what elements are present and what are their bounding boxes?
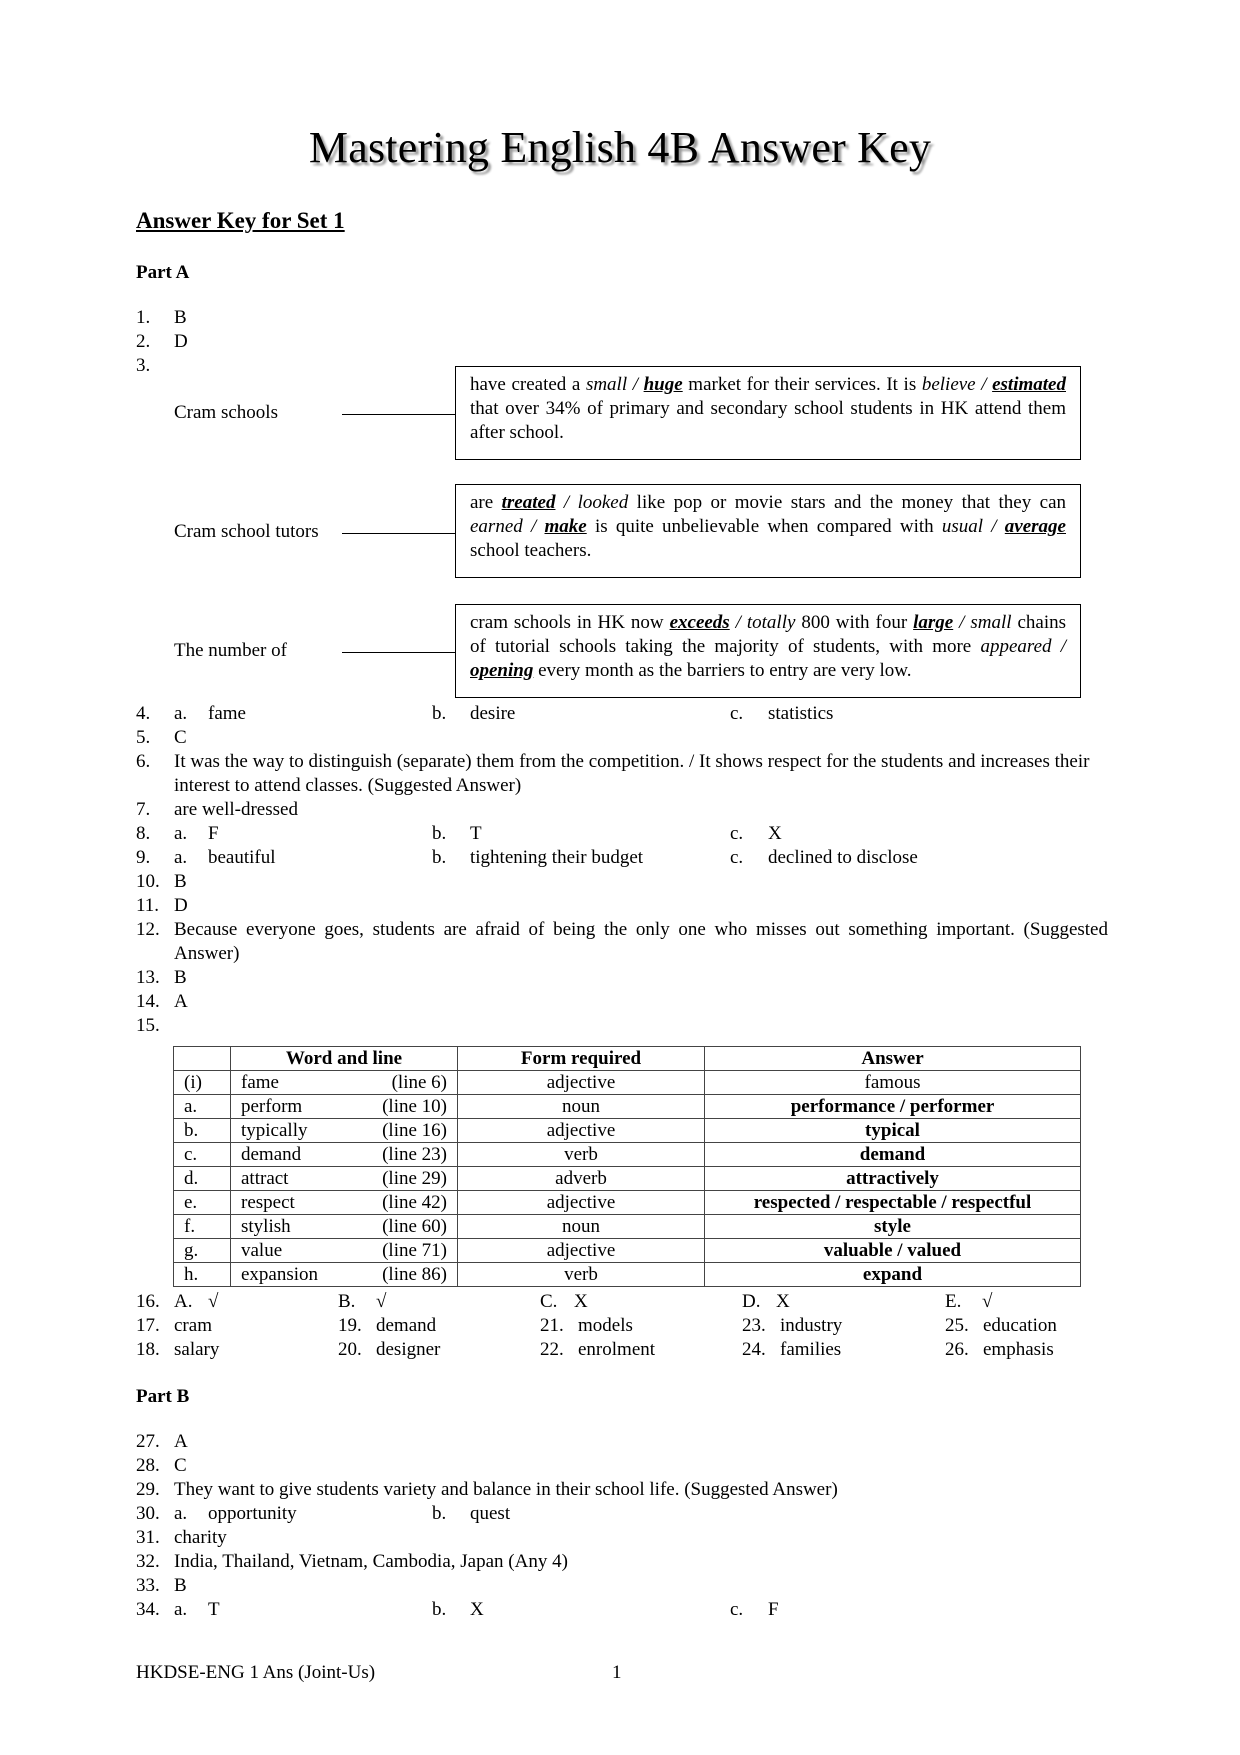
answer-cell: typical <box>705 1119 1081 1143</box>
question-number: 24. <box>742 1339 766 1360</box>
form-required: verb <box>458 1143 705 1167</box>
table-row <box>174 1167 1081 1191</box>
answer-text: D <box>174 895 188 916</box>
sub-answer: opportunity <box>208 1503 297 1524</box>
answer-q14 <box>136 990 188 1014</box>
word-and-line <box>231 1143 458 1167</box>
slash: / <box>1051 636 1066 657</box>
question-number: 11. <box>136 895 160 916</box>
table-row <box>174 1263 1081 1287</box>
word: perform <box>241 1095 303 1117</box>
cross-mark: X <box>776 1291 790 1312</box>
correct-option: make <box>544 516 587 537</box>
word-and-line <box>231 1191 458 1215</box>
question-number: 21. <box>540 1315 564 1336</box>
sub-answer: quest <box>470 1503 511 1524</box>
sub-label: A. <box>174 1291 193 1312</box>
column-header: Answer <box>705 1047 1081 1071</box>
word: value <box>241 1239 283 1261</box>
answer-text: A <box>174 991 188 1012</box>
question-number: 30. <box>136 1503 160 1524</box>
answer-q33 <box>136 1574 187 1598</box>
word: fame <box>241 1071 279 1093</box>
word-and-line <box>231 1215 458 1239</box>
q3-connector-line <box>342 533 455 534</box>
question-number: 25. <box>945 1315 969 1336</box>
line-ref: (line 86) <box>382 1263 447 1285</box>
answer-q12 <box>136 918 1108 966</box>
column-header <box>174 1047 231 1071</box>
word-and-line <box>231 1263 458 1287</box>
question-number: 9. <box>136 847 151 868</box>
form-required: adjective <box>458 1119 705 1143</box>
word: stylish <box>241 1215 291 1237</box>
option-text: earned <box>470 516 523 537</box>
answer-text: charity <box>174 1527 227 1548</box>
option-text: small <box>970 612 1012 633</box>
table-row <box>174 1143 1081 1167</box>
box-text: have created a <box>470 374 586 395</box>
page-number: 1 <box>612 1662 622 1683</box>
correct-option: opening <box>470 660 534 681</box>
question-number: 28. <box>136 1455 160 1476</box>
sub-label: b. <box>432 847 447 868</box>
question-number: 12. <box>136 919 160 940</box>
row-index: a. <box>174 1095 231 1119</box>
answer-text: education <box>983 1315 1057 1336</box>
sub-label: b. <box>432 1503 447 1524</box>
question-number: 23. <box>742 1315 766 1336</box>
option-text: usual <box>941 516 984 537</box>
correct-option: exceeds <box>669 612 730 633</box>
table-row <box>174 1239 1081 1263</box>
slash: / <box>975 374 993 395</box>
answer-text: cram <box>174 1315 212 1336</box>
part-a-heading: Part A <box>136 262 190 283</box>
sub-label: E. <box>945 1291 962 1312</box>
answer-q31 <box>136 1526 227 1550</box>
answer-q34 <box>136 1598 779 1622</box>
question-number: 15. <box>136 1015 160 1036</box>
answer-cell: valuable / valued <box>705 1239 1081 1263</box>
correct-option: huge <box>643 374 683 395</box>
correct-option: treated <box>501 492 556 513</box>
table-row <box>174 1095 1081 1119</box>
sub-label: B. <box>338 1291 356 1312</box>
box-text: school teachers. <box>470 540 592 561</box>
answer-q1 <box>136 306 187 330</box>
sub-label: c. <box>730 1599 744 1620</box>
question-number: 5. <box>136 727 151 748</box>
word: respect <box>241 1191 295 1213</box>
column-header: Form required <box>458 1047 705 1071</box>
answer-text: India, Thailand, Vietnam, Cambodia, Japan (Any 4) <box>174 1551 568 1572</box>
checkmark-icon: √ <box>982 1291 993 1312</box>
row-index: (i) <box>174 1071 231 1095</box>
question-number: 34. <box>136 1599 160 1620</box>
answer-text: C <box>174 727 187 748</box>
question-number: 6. <box>136 751 151 772</box>
answer-text: salary <box>174 1339 220 1360</box>
answer-text: C <box>174 1455 187 1476</box>
q3-label-cram-school-tutors: Cram school tutors <box>174 521 319 542</box>
line-ref: (line 42) <box>382 1191 447 1213</box>
correct-option: estimated <box>992 374 1066 395</box>
question-number: 19. <box>338 1315 362 1336</box>
form-required: adverb <box>458 1167 705 1191</box>
answer-text: are well-dressed <box>174 799 298 820</box>
question-number: 32. <box>136 1551 160 1572</box>
answer-q15 <box>136 1014 174 1038</box>
line-ref: (line 23) <box>382 1143 447 1165</box>
q3-answer-box-cram-schools <box>455 366 1081 460</box>
answer-q8 <box>136 822 782 846</box>
table-row <box>174 1191 1081 1215</box>
answer-text: enrolment <box>578 1339 656 1360</box>
word-and-line <box>231 1119 458 1143</box>
answer-cell: famous <box>705 1071 1081 1095</box>
answer-text: demand <box>376 1315 437 1336</box>
row-index: d. <box>174 1167 231 1191</box>
row-index: f. <box>174 1215 231 1239</box>
column-header: Word and line <box>231 1047 458 1071</box>
q3-label-number-of: The number of <box>174 640 287 661</box>
sub-answer: X <box>470 1599 484 1620</box>
sub-label: C. <box>540 1291 558 1312</box>
box-text: every month as the barriers to entry are very low. <box>533 660 912 681</box>
q3-label-cram-schools: Cram schools <box>174 402 278 423</box>
page-title: Mastering English 4B Answer Key <box>308 123 932 172</box>
box-text: 800 with four <box>795 612 914 633</box>
option-text: small <box>585 374 628 395</box>
line-ref: (line 16) <box>382 1119 447 1141</box>
slash: / <box>953 612 971 633</box>
question-number: 20. <box>338 1339 362 1360</box>
answer-q30 <box>136 1502 511 1526</box>
slash: / <box>729 612 747 633</box>
form-required: noun <box>458 1215 705 1239</box>
answer-text: B <box>174 871 187 892</box>
line-ref: (line 10) <box>382 1095 447 1117</box>
question-number: 29. <box>136 1479 160 1500</box>
answer-cell: attractively <box>705 1167 1081 1191</box>
box-text: market for their services. It is <box>682 374 922 395</box>
row-index: b. <box>174 1119 231 1143</box>
question-number: 10. <box>136 871 160 892</box>
answer-text: B <box>174 967 187 988</box>
word-and-line <box>231 1239 458 1263</box>
row-index: h. <box>174 1263 231 1287</box>
sub-answer: F <box>768 1599 779 1620</box>
word: typically <box>241 1119 308 1141</box>
sub-label: a. <box>174 823 188 844</box>
answer-q6 <box>136 750 1116 798</box>
question-number: 7. <box>136 799 151 820</box>
answer-q4 <box>136 702 834 726</box>
checkmark-icon: √ <box>376 1291 387 1312</box>
q3-answer-box-tutors <box>455 484 1081 578</box>
answer-q27 <box>136 1430 188 1454</box>
answer-text: It was the way to distinguish (separate) them from the competition. / It shows respect for the students and increases their interest to attend classes. (Suggested Answer) <box>174 751 1090 796</box>
row-index: g. <box>174 1239 231 1263</box>
sub-label: a. <box>174 1599 188 1620</box>
answer-text: families <box>780 1339 842 1360</box>
footer-text: HKDSE-ENG 1 Ans (Joint-Us) <box>136 1662 376 1683</box>
answer-cell: performance / performer <box>705 1095 1081 1119</box>
answer-q7 <box>136 798 298 822</box>
sub-answer: X <box>768 823 782 844</box>
answer-q2 <box>136 330 188 354</box>
option-text: looked <box>577 492 629 513</box>
sub-answer: tightening their budget <box>470 847 644 868</box>
form-required: adjective <box>458 1071 705 1095</box>
word-and-line <box>231 1095 458 1119</box>
answer-q28 <box>136 1454 187 1478</box>
answer-q9 <box>136 846 918 870</box>
sub-label: c. <box>730 703 744 724</box>
slash: / <box>983 516 1005 537</box>
q3-answer-box-number-of <box>455 604 1081 698</box>
word: attract <box>241 1167 289 1189</box>
answer-cell: expand <box>705 1263 1081 1287</box>
question-number: 18. <box>136 1339 160 1360</box>
q3-connector-line <box>342 652 455 653</box>
question-number: 26. <box>945 1339 969 1360</box>
answer-q5 <box>136 726 187 750</box>
sub-answer: F <box>208 823 219 844</box>
q3-connector-line <box>342 414 455 415</box>
row-index: c. <box>174 1143 231 1167</box>
answer-text: D <box>174 331 188 352</box>
question-number: 17. <box>136 1315 160 1336</box>
row-index: e. <box>174 1191 231 1215</box>
sub-answer: T <box>470 823 482 844</box>
answer-q32 <box>136 1550 568 1574</box>
answer-cell: demand <box>705 1143 1081 1167</box>
answer-q16 <box>136 1290 993 1314</box>
cross-mark: X <box>574 1291 588 1312</box>
sub-label: b. <box>432 823 447 844</box>
answer-text: Because everyone goes, students are afraid of being the only one who misses out something important. (Suggested Answer) <box>174 919 1108 964</box>
sub-label: D. <box>742 1291 761 1312</box>
answer-q29 <box>136 1478 838 1502</box>
slash: / <box>627 374 644 395</box>
question-number: 13. <box>136 967 160 988</box>
set-heading: Answer Key for Set 1 <box>136 208 345 233</box>
option-text: totally <box>746 612 796 633</box>
sub-answer: statistics <box>768 703 834 724</box>
word: demand <box>241 1143 302 1165</box>
table-row <box>174 1215 1081 1239</box>
question-number: 22. <box>540 1339 564 1360</box>
answer-text: designer <box>376 1339 441 1360</box>
answer-text: models <box>578 1315 633 1336</box>
answer-cell: respected / respectable / respectful <box>705 1191 1081 1215</box>
sub-answer: T <box>208 1599 220 1620</box>
form-required: verb <box>458 1263 705 1287</box>
answer-q11 <box>136 894 188 918</box>
question-number: 2. <box>136 331 151 352</box>
slash: / <box>555 492 578 513</box>
box-text: cram schools in HK now <box>470 612 670 633</box>
box-text: that over 34% of primary and secondary school students in HK attend them after school. <box>470 398 1066 443</box>
answer-text: They want to give students variety and balance in their school life. (Suggested Answer) <box>174 1479 838 1500</box>
form-required: noun <box>458 1095 705 1119</box>
form-required: adjective <box>458 1239 705 1263</box>
question-number: 16. <box>136 1291 160 1312</box>
sub-label: c. <box>730 847 744 868</box>
sub-label: a. <box>174 847 188 868</box>
sub-label: c. <box>730 823 744 844</box>
sub-answer: declined to disclose <box>768 847 918 868</box>
line-ref: (line 6) <box>391 1071 447 1093</box>
question-number: 1. <box>136 307 151 328</box>
answer-q10 <box>136 870 187 894</box>
answer-text: emphasis <box>983 1339 1054 1360</box>
table-row <box>174 1071 1081 1095</box>
answer-cell: style <box>705 1215 1081 1239</box>
word-and-line <box>231 1167 458 1191</box>
sub-label: b. <box>432 703 447 724</box>
box-text: is quite unbelievable when compared with <box>586 516 942 537</box>
correct-option: large <box>913 612 954 633</box>
word-and-line <box>231 1071 458 1095</box>
sub-answer: desire <box>470 703 516 724</box>
question-number: 4. <box>136 703 151 724</box>
answer-text: B <box>174 1575 187 1596</box>
box-text: like pop or movie stars and the money that they can <box>628 492 1067 513</box>
form-required: adjective <box>458 1191 705 1215</box>
line-ref: (line 60) <box>382 1215 447 1237</box>
question-number: 8. <box>136 823 151 844</box>
question-number: 3. <box>136 355 151 376</box>
answer-q3 <box>136 354 174 378</box>
answer-text: B <box>174 307 187 328</box>
sub-label: a. <box>174 1503 188 1524</box>
sub-label: a. <box>174 703 188 724</box>
table-header-row <box>174 1047 1081 1071</box>
slash: / <box>522 516 545 537</box>
sub-label: b. <box>432 1599 447 1620</box>
question-number: 33. <box>136 1575 160 1596</box>
line-ref: (line 71) <box>382 1239 447 1261</box>
answer-text: A <box>174 1431 188 1452</box>
question-number: 27. <box>136 1431 160 1452</box>
sub-answer: beautiful <box>208 847 276 868</box>
part-b-heading: Part B <box>136 1386 190 1407</box>
question-number: 31. <box>136 1527 160 1548</box>
box-text: chains of tutorial schools taking the majority of students, with more <box>470 612 1067 657</box>
option-text: believe <box>921 374 976 395</box>
word-form-table <box>173 1046 1081 1287</box>
table-row <box>174 1119 1081 1143</box>
correct-option: average <box>1004 516 1066 537</box>
option-text: appeared <box>980 636 1052 657</box>
question-number: 14. <box>136 991 160 1012</box>
sub-answer: fame <box>208 703 246 724</box>
checkmark-icon: √ <box>208 1291 219 1312</box>
box-text: are <box>470 492 502 513</box>
answer-text: industry <box>780 1315 843 1336</box>
answer-q13 <box>136 966 187 990</box>
line-ref: (line 29) <box>382 1167 447 1189</box>
word: expansion <box>241 1263 319 1285</box>
